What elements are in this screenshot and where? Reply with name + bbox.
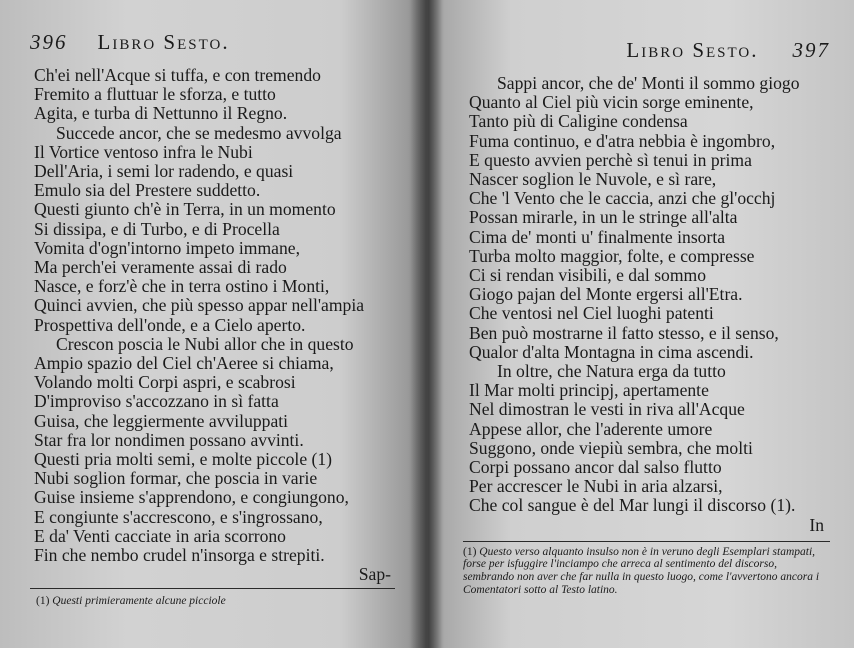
verse-line: Tanto più di Caligine condensa: [469, 111, 688, 132]
verse-line: Il Vortice ventoso infra le Nubi: [34, 141, 253, 162]
running-head-right: [457, 38, 830, 66]
footnote-mark-left: (1): [36, 595, 50, 608]
verse-line: Nasce, e forz'è che in terra ostino i Monti,: [34, 276, 330, 297]
footnote-mark-right: (1): [463, 545, 477, 558]
verse-line: E questo avvien perchè sì tenui in prima: [469, 149, 752, 170]
verse-line: Questi pria molti semi, e molte piccole (1): [34, 449, 333, 470]
verse-line: Cima de' monti u' finalmente insorta: [469, 226, 726, 247]
right-page: [425, 0, 854, 648]
verse-line: Emulo sia del Prestere suddetto.: [34, 180, 261, 201]
page-number-left: 396: [30, 30, 68, 54]
verse-line: Ma perch'ei veramente assai di rado: [34, 257, 287, 278]
verse-line: Dell'Aria, i semi lor radendo, e quasi: [34, 161, 294, 182]
verse-line: Nascer soglion le Nuvole, e sì rare,: [469, 169, 717, 190]
verse-block-right: [457, 74, 830, 535]
verse-line: Quanto al Ciel più vicin sorge eminente,: [469, 92, 754, 113]
verse-line: Nel dimostran le vesti in riva all'Acque: [469, 399, 745, 420]
verse-line: Guisa, che leggiermente avviluppati: [34, 410, 289, 431]
verse-line: Guise insieme s'apprendono, e congiungono,: [34, 487, 349, 508]
footnote-text-right: Questo verso alquanto insulso non è in veruno degli Esemplari stampati, forse per isfuggire l'inciampo che arreca al sentimento del discorso, sembrando non aver che far nulla in questo luogo, come l'avvertono ancora i Comentatori sotto al Testo latino.: [463, 545, 820, 596]
footnote-rule-right: [463, 541, 830, 542]
catchword-left: Sap-: [358, 564, 391, 585]
verse-line: Star fra lor nondimen possano avvinti.: [34, 429, 304, 450]
verse-line: Ci si rendan visibili, e dal sommo: [469, 265, 707, 286]
running-title-right: Libro Sesto.: [626, 38, 759, 62]
left-page: [0, 0, 425, 648]
verse-line: Prospettiva dell'onde, e a Cielo aperto.: [34, 314, 306, 335]
verse-line: Turba molto maggior, folte, e compresse: [469, 245, 755, 266]
verse-line: Possan mirarle, in un le stringe all'alta: [469, 207, 738, 228]
verse-line: Qualor d'alta Montagna in cima ascendi.: [469, 341, 754, 362]
verse-line: Che ventosi nel Ciel luoghi patenti: [469, 303, 714, 324]
verse-line: Fremito a fluttuar le sforza, e tutto: [34, 84, 276, 105]
footnote-rule-left: [30, 588, 395, 589]
verse-line: Per accrescer le Nubi in aria alzarsi,: [469, 476, 723, 497]
running-head-left: [30, 30, 415, 58]
verse-line: Fin che nembo crudel n'insorga e strepiti.: [34, 545, 325, 566]
verse-line: Nubi soglion formar, che poscia in varie: [34, 468, 318, 489]
verse-line: Si dissipa, e di Turbo, e di Procella: [34, 218, 280, 239]
verse-line: Suggono, onde viepiù sembra, che molti: [469, 437, 753, 458]
verse-line: E da' Venti cacciate in aria scorrono: [34, 525, 286, 546]
verse-line: Quinci avvien, che più spesso appar nell'ampia: [34, 295, 365, 316]
verse-line: Ch'ei nell'Acque si tuffa, e con tremendo: [34, 65, 321, 85]
verse-line: Agita, e turba di Nettunno il Regno.: [34, 103, 288, 124]
verse-line: D'improviso s'accozzano in sì fatta: [34, 391, 279, 412]
footnote-right: [457, 546, 830, 596]
running-title-left: Libro Sesto.: [97, 30, 230, 54]
verse-line: Corpi possano ancor dal salso flutto: [469, 457, 722, 478]
verse-line: Il Mar molti principj, apertamente: [469, 380, 709, 401]
verse-line: In oltre, che Natura erga da tutto: [497, 361, 726, 382]
footnote-text-left: Questi primieramente alcune picciole: [52, 595, 226, 608]
verse-line: Vomita d'ogn'intorno impeto immane,: [34, 237, 300, 258]
verse-line: Ampio spazio del Ciel ch'Aeree si chiama,: [34, 353, 334, 374]
verse-line: Appese allor, che l'aderente umore: [469, 418, 713, 439]
page-number-right: 397: [792, 38, 830, 62]
footnote-left: [30, 595, 415, 608]
verse-line: Ben può mostrarne il fatto stesso, e il senso,: [469, 322, 779, 343]
verse-line: Volando molti Corpi aspri, e scabrosi: [34, 372, 296, 393]
verse-line: Fuma continuo, e d'atra nebbia è ingombro,: [469, 130, 776, 151]
verse-line: Che 'l Vento che le caccia, anzi che gl'occhj: [469, 188, 776, 209]
verse-line: Crescon poscia le Nubi allor che in questo: [56, 333, 354, 354]
verse-line: Giogo pajan del Monte ergersi all'Etra.: [469, 284, 743, 305]
verse-line: Succede ancor, che se medesmo avvolga: [56, 122, 342, 143]
verse-block-left: [30, 66, 415, 584]
verse-line: E congiunte s'accrescono, e s'ingrossano,: [34, 506, 323, 527]
verse-line: Che col sangue è del Mar lungi il discorso (1).: [469, 495, 796, 516]
verse-line: Sappi ancor, che de' Monti il sommo giogo: [497, 73, 800, 93]
verse-line: Questi giunto ch'è in Terra, in un momento: [34, 199, 336, 220]
catchword-right: In: [809, 514, 824, 535]
